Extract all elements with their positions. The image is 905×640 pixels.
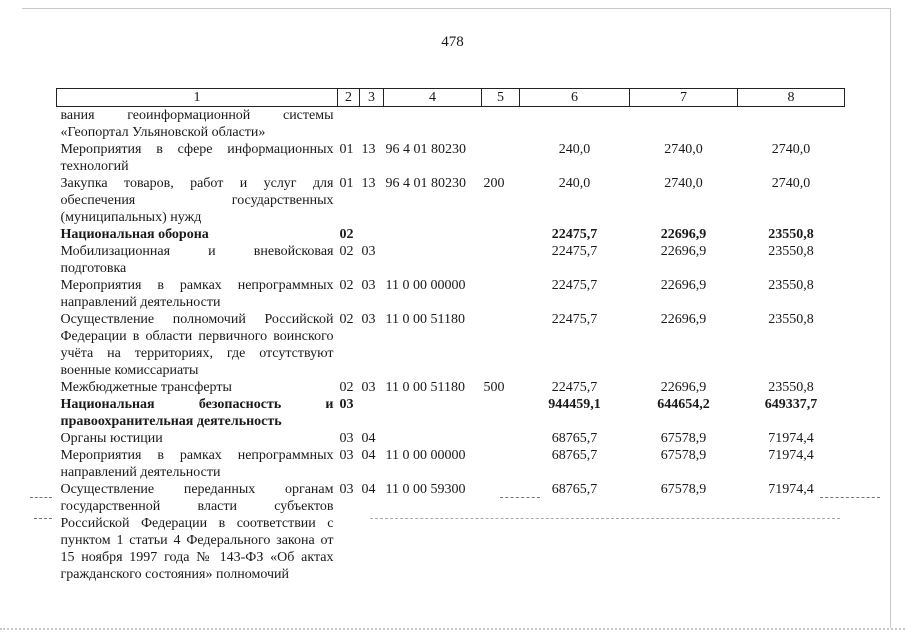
- row-target-article: 11 0 00 00000: [385, 278, 466, 293]
- row-description: Закупка товаров, работ и услуг для обеспечения государственных (муниципальных) нужд: [60, 176, 334, 225]
- row-subsection-code: 13: [361, 176, 376, 191]
- page-number: 478: [441, 34, 464, 50]
- row-subsection-code: [360, 107, 384, 142]
- row-amount-col-6: 22475,7: [551, 227, 598, 242]
- row-amount-col-6: 68765,7: [551, 448, 598, 463]
- row-expense-type: [482, 447, 520, 481]
- row-description: Мобилизационная и вневойсковая подготовка: [60, 244, 334, 276]
- row-description: Национальная оборона: [60, 227, 209, 242]
- row-subsection-code: [360, 226, 384, 243]
- row-expense-type: [482, 311, 520, 379]
- row-target-article: [384, 243, 482, 277]
- table-row: [57, 481, 845, 583]
- row-expense-type: [482, 243, 520, 277]
- row-amount-col-6: 22475,7: [551, 312, 598, 327]
- row-amount-col-7: 67578,9: [660, 431, 707, 446]
- row-amount-col-8: 2740,0: [771, 142, 811, 157]
- row-target-article: 11 0 00 59300: [385, 482, 466, 497]
- row-amount-col-8: 71974,4: [768, 482, 814, 497]
- row-section-code: 01: [339, 142, 354, 157]
- row-subsection-code: 03: [361, 278, 376, 293]
- row-amount-col-6: 240,0: [558, 176, 591, 191]
- row-description: Мероприятия в сфере информационных технологий: [60, 142, 334, 174]
- row-subsection-code: 03: [361, 312, 376, 327]
- row-amount-col-6: 944459,1: [548, 397, 601, 412]
- row-section-code: 03: [339, 448, 354, 463]
- row-section-code: [338, 107, 360, 142]
- table-row: [57, 430, 845, 447]
- row-section-code: 03: [339, 431, 354, 446]
- table-row: [57, 243, 845, 277]
- table-row: [57, 396, 845, 430]
- row-amount-col-7: [630, 107, 738, 142]
- row-target-article: [384, 430, 482, 447]
- row-target-article: 11 0 00 00000: [385, 448, 466, 463]
- header-col-2: 2: [338, 89, 360, 107]
- row-expense-type: [482, 277, 520, 311]
- row-subsection-code: 13: [361, 142, 376, 157]
- table-row: [57, 311, 845, 379]
- row-amount-col-6: 22475,7: [551, 244, 598, 259]
- row-expense-type: [482, 141, 520, 175]
- scan-frame-top: [22, 8, 890, 9]
- row-section-code: 01: [339, 176, 354, 191]
- row-description: Национальная безопасность и правоохранительная деятельность: [60, 397, 334, 429]
- row-description: Мероприятия в рамках непрограммных направлений деятельности: [60, 448, 334, 480]
- table-row: [57, 107, 845, 142]
- header-col-5: 5: [482, 89, 520, 107]
- row-expense-type: [482, 107, 520, 142]
- row-subsection-code: 03: [361, 244, 376, 259]
- table-row: [57, 379, 845, 396]
- scan-bottom-edge: [0, 628, 905, 630]
- row-amount-col-7: 67578,9: [660, 448, 707, 463]
- table-row: [57, 141, 845, 175]
- row-description: Органы юстиции: [60, 431, 163, 446]
- row-amount-col-8: 71974,4: [768, 431, 814, 446]
- row-amount-col-8: 23550,8: [768, 380, 814, 395]
- header-col-7: 7: [630, 89, 738, 107]
- row-amount-col-7: 22696,9: [660, 227, 707, 242]
- table-row: [57, 175, 845, 226]
- row-amount-col-7: 22696,9: [660, 312, 707, 327]
- row-amount-col-6: 68765,7: [551, 482, 598, 497]
- row-section-code: 02: [339, 278, 354, 293]
- row-description: вания геоинформационной системы «Геопортал Ульяновской области»: [60, 108, 334, 140]
- row-amount-col-7: 22696,9: [660, 278, 707, 293]
- row-expense-type: 500: [483, 380, 505, 395]
- scan-dash-right: [820, 497, 880, 498]
- row-target-article: 11 0 00 51180: [385, 312, 465, 327]
- budget-table: [56, 88, 845, 583]
- row-amount-col-6: 68765,7: [551, 431, 598, 446]
- row-subsection-code: 04: [361, 431, 376, 446]
- table-row: [57, 277, 845, 311]
- row-target-article: [384, 396, 482, 430]
- table-row: [57, 447, 845, 481]
- row-amount-col-8: 23550,8: [768, 227, 814, 242]
- row-amount-col-7: 2740,0: [664, 176, 703, 191]
- scan-frame-right: [890, 8, 891, 628]
- row-amount-col-6: 22475,7: [551, 278, 598, 293]
- row-subsection-code: 04: [361, 448, 376, 463]
- row-amount-col-6: [520, 107, 630, 142]
- row-subsection-code: [360, 396, 384, 430]
- row-target-article: [384, 226, 482, 243]
- header-col-6: 6: [520, 89, 630, 107]
- row-expense-type: [482, 396, 520, 430]
- row-section-code: 02: [339, 227, 354, 242]
- row-amount-col-7: 644654,2: [657, 397, 710, 412]
- row-section-code: 03: [339, 397, 354, 412]
- row-target-article: 96 4 01 80230: [385, 176, 466, 191]
- row-expense-type: 200: [483, 176, 505, 191]
- header-col-8: 8: [738, 89, 845, 107]
- row-amount-col-6: 22475,7: [551, 380, 598, 395]
- table-header-row: [57, 89, 845, 107]
- row-target-article: [384, 107, 482, 142]
- row-expense-type: [482, 226, 520, 243]
- row-description: Осуществление переданных органам государственной власти субъектов Российской Федерации в соответствии с пунктом 1 статьи 4 Федерального закона от 15 ноября 1997 года № 143-ФЗ «Об актах гражданского состояния» полномочий: [60, 482, 334, 582]
- row-amount-col-8: 71974,4: [768, 448, 814, 463]
- row-section-code: 03: [339, 482, 354, 497]
- row-amount-col-6: 240,0: [558, 142, 591, 157]
- row-description: Осуществление полномочий Российской Федерации в области первичного воинского учёта на территориях, где отсутствуют военные комиссариаты: [60, 312, 334, 378]
- row-section-code: 02: [339, 380, 354, 395]
- row-expense-type: [482, 430, 520, 447]
- table-body: [57, 107, 845, 584]
- row-amount-col-7: 67578,9: [660, 482, 707, 497]
- row-amount-col-8: 2740,0: [771, 176, 811, 191]
- row-amount-col-8: 649337,7: [764, 397, 818, 412]
- row-target-article: 96 4 01 80230: [385, 142, 466, 157]
- row-amount-col-7: 2740,0: [664, 142, 703, 157]
- table-row: [57, 226, 845, 243]
- row-amount-col-7: 22696,9: [660, 244, 707, 259]
- header-col-1: 1: [57, 89, 338, 107]
- header-col-3: 3: [360, 89, 384, 107]
- row-description: Мероприятия в рамках непрограммных направлений деятельности: [60, 278, 334, 310]
- row-amount-col-7: 22696,9: [660, 380, 707, 395]
- row-amount-col-8: 23550,8: [768, 244, 814, 259]
- row-amount-col-8: 23550,8: [768, 278, 814, 293]
- scan-dash-mid: [500, 497, 540, 498]
- row-amount-col-8: 23550,8: [768, 312, 814, 327]
- header-col-4: 4: [384, 89, 482, 107]
- row-description: Межбюджетные трансферты: [60, 380, 232, 395]
- scan-dash-mid-2: [370, 518, 840, 519]
- row-section-code: 02: [339, 244, 354, 259]
- row-section-code: 02: [339, 312, 354, 327]
- row-amount-col-8: [738, 107, 845, 142]
- row-subsection-code: 04: [361, 482, 376, 497]
- scan-dash-left-2: [34, 518, 52, 519]
- row-target-article: 11 0 00 51180: [385, 380, 465, 395]
- scan-dash-left: [30, 497, 52, 498]
- row-subsection-code: 03: [361, 380, 376, 395]
